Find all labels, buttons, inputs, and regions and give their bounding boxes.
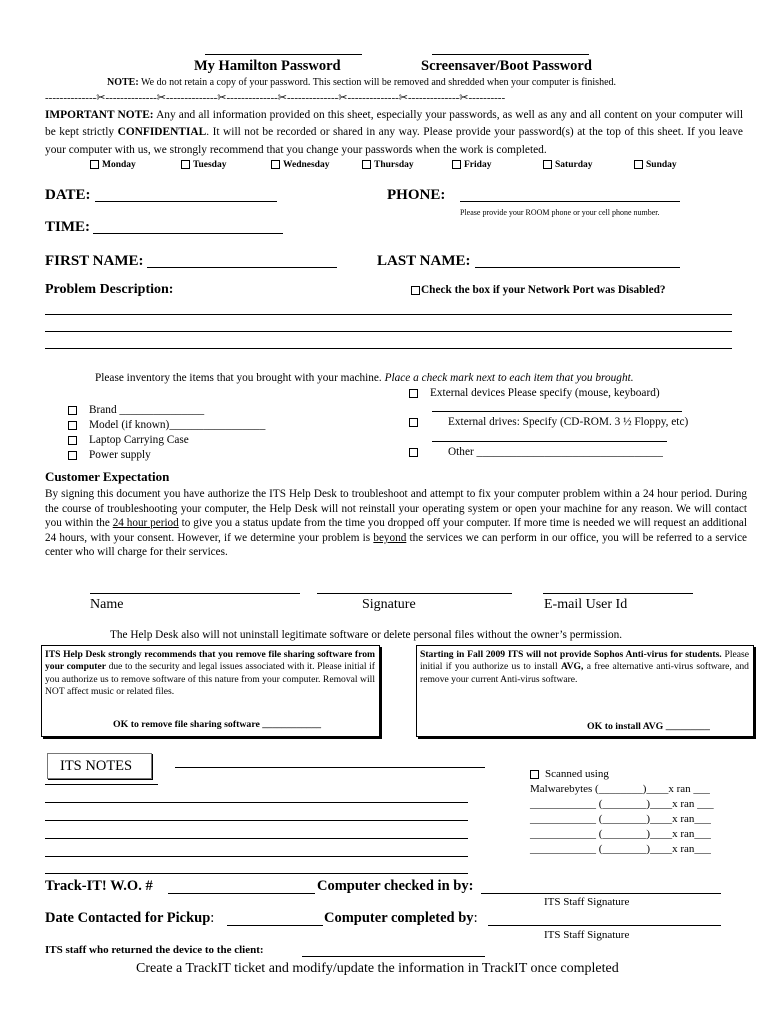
- other-item[interactable]: Other _________________________________: [409, 446, 663, 458]
- antivirus-text: Starting in Fall 2009 ITS will not provide Sophos Anti-virus for students. Please initial if you authorize us to install AVG, a free alternative anti-virus software, and remove your current Anti-virus software.: [420, 649, 750, 685]
- day-monday[interactable]: Monday: [90, 160, 136, 170]
- checkbox-icon[interactable]: [68, 436, 77, 445]
- trackit-label: Track-IT! W.O. #: [45, 878, 153, 894]
- checkbox-icon[interactable]: [362, 160, 371, 169]
- notes-line-3[interactable]: [45, 838, 468, 839]
- malwarebytes-row-5[interactable]: ____________ (________)____x ran___: [530, 843, 711, 855]
- screensaver-password-label: Screensaver/Boot Password: [421, 58, 592, 74]
- external-drives-item[interactable]: External drives: Specify (CD-ROM. 3 ½ Floppy, etc): [409, 416, 688, 428]
- returned-by-label: ITS staff who returned the device to the client:: [45, 944, 264, 956]
- brand-item[interactable]: Brand _______________: [68, 404, 204, 416]
- name-line[interactable]: [90, 593, 300, 594]
- laptop-case-item[interactable]: Laptop Carrying Case: [68, 434, 189, 446]
- day-wednesday[interactable]: Wednesday: [271, 160, 329, 170]
- model-item[interactable]: Model (if known)_________________: [68, 419, 265, 431]
- date-field[interactable]: [95, 201, 277, 202]
- checkbox-icon[interactable]: [543, 160, 552, 169]
- footer-instruction: Create a TrackIT ticket and modify/update the information in TrackIT once completed: [136, 961, 619, 976]
- phone-field[interactable]: [460, 201, 680, 202]
- first-name-label: FIRST NAME:: [45, 253, 144, 269]
- phone-label: PHONE:: [387, 187, 446, 203]
- network-port-checkbox[interactable]: Check the box if your Network Port was Disabled?: [411, 284, 666, 296]
- screensaver-password-line[interactable]: [432, 54, 589, 55]
- cut-line: --------------✂--------------✂--------------✂--------------✂--------------✂--------------✂--------------✂----------: [45, 92, 506, 104]
- checkbox-icon[interactable]: [271, 160, 280, 169]
- day-sunday[interactable]: Sunday: [634, 160, 677, 170]
- time-field[interactable]: [93, 233, 283, 234]
- completed-by-label: Computer completed by:: [324, 910, 478, 926]
- malwarebytes-row-1[interactable]: Malwarebytes (________)____x ran ___: [530, 783, 710, 795]
- antivirus-box: [416, 645, 754, 737]
- inventory-intro: Please inventory the items that you brought with your machine. Place a check mark next to each item that you brought.: [95, 372, 634, 384]
- notes-line-5[interactable]: [45, 873, 468, 874]
- checked-in-label: Computer checked in by:: [317, 878, 474, 894]
- day-saturday[interactable]: Saturday: [543, 160, 592, 170]
- signature-line[interactable]: [317, 593, 512, 594]
- install-avg-initial[interactable]: OK to install AVG _________: [587, 721, 710, 732]
- checkbox-icon[interactable]: [452, 160, 461, 169]
- staff-signature-2: ITS Staff Signature: [544, 929, 630, 941]
- remove-file-sharing-initial[interactable]: OK to remove file sharing software ____________: [113, 719, 322, 730]
- checkbox-icon[interactable]: [409, 418, 418, 427]
- problem-line-2[interactable]: [45, 331, 732, 332]
- problem-description-label: Problem Description:: [45, 282, 174, 297]
- last-name-field[interactable]: [475, 267, 680, 268]
- date-label: DATE:: [45, 187, 91, 203]
- customer-expectation-text: By signing this document you have authorize the ITS Help Desk to troubleshoot and attempt to fix your computer problem within a 24 hour period. During the course of troubleshooting your computer, the Help Desk will not reinstall your operating system or open your machine for any reason. We will contact you within the 24 hour period to give you a status update from the time you dropped off your computer. If more time is needed we will request an additional 24 hours, with your consent. However, if we determine your problem is beyond the services we can perform in our office, you will be referred to a service center who will charge for their services.: [45, 488, 748, 559]
- notes-line-0[interactable]: [45, 784, 158, 785]
- staff-signature-1: ITS Staff Signature: [544, 896, 630, 908]
- notes-line-top[interactable]: [175, 767, 485, 768]
- checkbox-icon[interactable]: [68, 421, 77, 430]
- checkbox-icon[interactable]: [411, 286, 420, 295]
- file-sharing-text: ITS Help Desk strongly recommends that you remove file sharing software from your computer due to the security and legal issues associated with it. Please initial if you authorize us to remove software of this nature from your computer. Removal will NOT affect music or related files.: [45, 649, 375, 698]
- email-label: E-mail User Id: [544, 597, 628, 612]
- problem-line-3[interactable]: [45, 348, 732, 349]
- notes-line-4[interactable]: [45, 856, 468, 857]
- time-label: TIME:: [45, 219, 90, 235]
- its-notes-tab: [47, 753, 152, 779]
- malwarebytes-row-2[interactable]: ____________ (________)____x ran ___: [530, 798, 714, 810]
- phone-hint: Please provide your ROOM phone or your cell phone number.: [460, 208, 660, 217]
- file-sharing-box: [41, 645, 380, 737]
- date-contacted-field[interactable]: [227, 925, 323, 926]
- first-name-field[interactable]: [147, 267, 337, 268]
- checkbox-icon[interactable]: [530, 770, 539, 779]
- power-supply-item[interactable]: Power supply: [68, 449, 151, 461]
- signature-label: Signature: [362, 597, 416, 612]
- malwarebytes-row-4[interactable]: ____________ (________)____x ran___: [530, 828, 711, 840]
- important-note: IMPORTANT NOTE: Any and all information provided on this sheet, especially your passwords, as well as any and all content on your computer will be kept strictly CONFIDENTIAL. It will not be recorded or shared in any way. Please provide your password(s) at the top of this sheet. If you leave your computer with us, we strongly recommend that you change your passwords when the work is completed.: [45, 109, 743, 156]
- external-devices-item[interactable]: External devices Please specify (mouse, keyboard): [409, 387, 660, 399]
- its-notes-label: ITS NOTES: [60, 758, 133, 774]
- name-label: Name: [90, 597, 124, 612]
- problem-line-1[interactable]: [45, 314, 732, 315]
- trackit-field[interactable]: [168, 893, 315, 894]
- malwarebytes-row-3[interactable]: ____________ (________)____x ran___: [530, 813, 711, 825]
- day-thursday[interactable]: Thursday: [362, 160, 414, 170]
- checkbox-icon[interactable]: [181, 160, 190, 169]
- notes-line-1[interactable]: [45, 802, 468, 803]
- email-line[interactable]: [543, 593, 693, 594]
- returned-by-field[interactable]: [302, 956, 485, 957]
- uninstall-note: The Help Desk also will not uninstall legitimate software or delete personal files without the owner’s permission.: [110, 629, 623, 641]
- customer-expectation-heading: Customer Expectation: [45, 469, 170, 484]
- checkbox-icon[interactable]: [409, 389, 418, 398]
- date-contacted-label: Date Contacted for Pickup:: [45, 910, 215, 926]
- checkbox-icon[interactable]: [90, 160, 99, 169]
- checked-in-field[interactable]: [481, 893, 721, 894]
- day-tuesday[interactable]: Tuesday: [181, 160, 226, 170]
- day-friday[interactable]: Friday: [452, 160, 491, 170]
- password-note: NOTE: We do not retain a copy of your password. This section will be removed and shredded when your computer is finished.: [107, 77, 617, 88]
- notes-line-2[interactable]: [45, 820, 468, 821]
- checkbox-icon[interactable]: [409, 448, 418, 457]
- completed-by-field[interactable]: [488, 925, 721, 926]
- external-drives-line[interactable]: [432, 441, 667, 442]
- scanned-using[interactable]: Scanned using: [530, 768, 609, 780]
- checkbox-icon[interactable]: [68, 406, 77, 415]
- checkbox-icon[interactable]: [634, 160, 643, 169]
- hamilton-password-label: My Hamilton Password: [194, 58, 341, 74]
- checkbox-icon[interactable]: [68, 451, 77, 460]
- hamilton-password-line[interactable]: [205, 54, 362, 55]
- external-devices-line[interactable]: [432, 411, 682, 412]
- last-name-label: LAST NAME:: [377, 253, 471, 269]
